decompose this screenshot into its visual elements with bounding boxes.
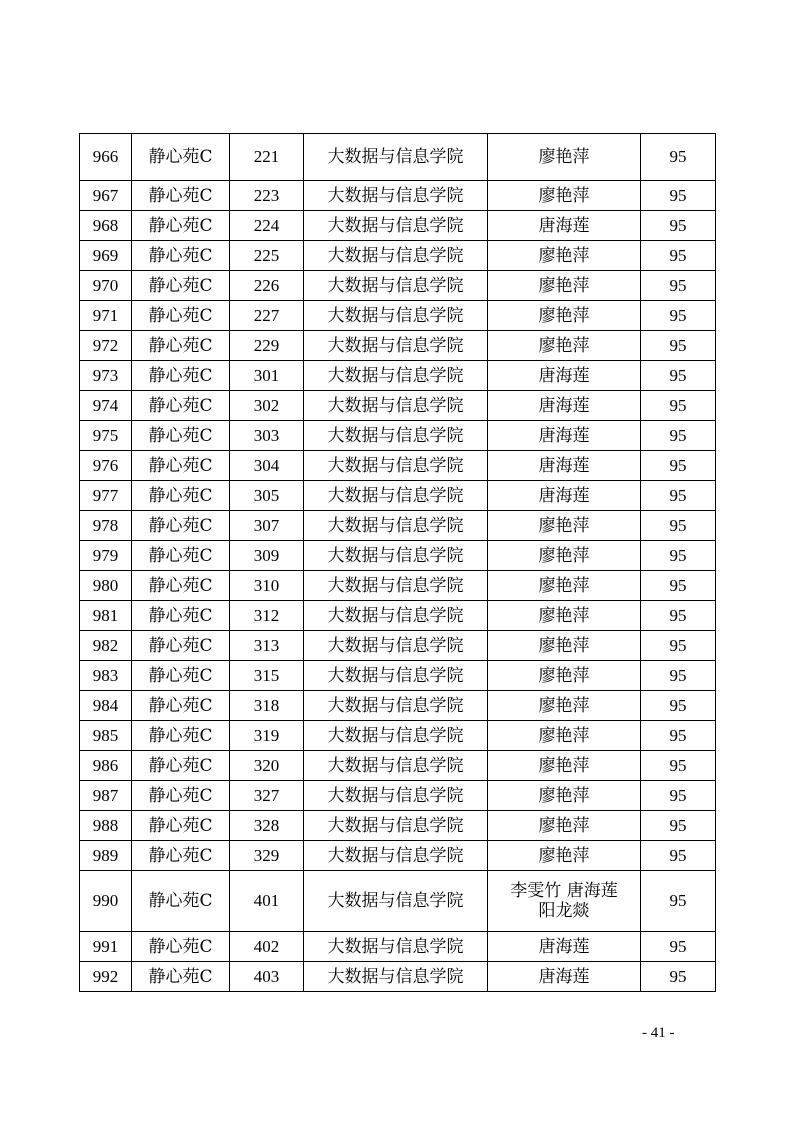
staff-name: 廖艳萍: [538, 515, 590, 536]
building-cell: 静心苑C: [132, 451, 230, 481]
staff-cell: [488, 511, 641, 541]
staff-cell: [488, 481, 641, 511]
building-cell: 静心苑C: [132, 781, 230, 811]
score-cell: 95: [641, 811, 716, 841]
row-number-cell: 979: [80, 541, 132, 571]
college-cell: 大数据与信息学院: [304, 661, 488, 691]
score-cell: 95: [641, 841, 716, 871]
building-cell: 静心苑C: [132, 331, 230, 361]
row-number-cell: 978: [80, 511, 132, 541]
table-row: [80, 962, 716, 992]
building-cell: 静心苑C: [132, 301, 230, 331]
score-cell: 95: [641, 181, 716, 211]
staff-cell: [488, 601, 641, 631]
table-row: [80, 541, 716, 571]
college-cell: 大数据与信息学院: [304, 691, 488, 721]
room-cell: 315: [230, 661, 304, 691]
page-number: - 41 -: [642, 1025, 675, 1041]
table-row: [80, 481, 716, 511]
staff-name: 廖艳萍: [538, 305, 590, 326]
row-number-cell: 985: [80, 721, 132, 751]
table-row: [80, 691, 716, 721]
room-cell: 226: [230, 271, 304, 301]
row-number-cell: 968: [80, 211, 132, 241]
building-cell: 静心苑C: [132, 511, 230, 541]
college-cell: 大数据与信息学院: [304, 811, 488, 841]
room-cell: 223: [230, 181, 304, 211]
building-cell: 静心苑C: [132, 691, 230, 721]
score-cell: 95: [641, 301, 716, 331]
table-row: [80, 661, 716, 691]
staff-name: 唐海莲: [538, 215, 590, 236]
row-number-cell: 966: [80, 134, 132, 181]
room-cell: 301: [230, 361, 304, 391]
college-cell: 大数据与信息学院: [304, 511, 488, 541]
table-row: [80, 134, 716, 181]
table-row: [80, 631, 716, 661]
score-cell: 95: [641, 331, 716, 361]
staff-name: 唐海莲: [538, 425, 590, 446]
score-cell: 95: [641, 962, 716, 992]
table-row: [80, 811, 716, 841]
score-cell: 95: [641, 451, 716, 481]
staff-cell: [488, 751, 641, 781]
room-cell: 227: [230, 301, 304, 331]
table-row: [80, 932, 716, 962]
room-cell: 304: [230, 451, 304, 481]
college-cell: 大数据与信息学院: [304, 781, 488, 811]
college-cell: 大数据与信息学院: [304, 361, 488, 391]
table-row: [80, 511, 716, 541]
staff-name: 唐海莲: [538, 485, 590, 506]
score-cell: 95: [641, 932, 716, 962]
college-cell: 大数据与信息学院: [304, 271, 488, 301]
score-cell: 95: [641, 481, 716, 511]
building-cell: 静心苑C: [132, 271, 230, 301]
staff-name: 唐海莲: [538, 455, 590, 476]
room-cell: 328: [230, 811, 304, 841]
room-cell: 309: [230, 541, 304, 571]
staff-name: 唐海莲: [538, 395, 590, 416]
row-number-cell: 986: [80, 751, 132, 781]
building-cell: 静心苑C: [132, 871, 230, 932]
table-row: [80, 241, 716, 271]
college-cell: 大数据与信息学院: [304, 962, 488, 992]
staff-cell: [488, 421, 641, 451]
staff-name: 廖艳萍: [538, 605, 590, 626]
college-cell: 大数据与信息学院: [304, 331, 488, 361]
staff-name: 廖艳萍: [538, 725, 590, 746]
room-cell: 319: [230, 721, 304, 751]
college-cell: 大数据与信息学院: [304, 601, 488, 631]
row-number-cell: 967: [80, 181, 132, 211]
table-row: [80, 421, 716, 451]
table-row: [80, 271, 716, 301]
staff-name: 廖艳萍: [538, 755, 590, 776]
staff-cell: [488, 661, 641, 691]
row-number-cell: 975: [80, 421, 132, 451]
row-number-cell: 973: [80, 361, 132, 391]
staff-cell: [488, 841, 641, 871]
score-cell: 95: [641, 361, 716, 391]
building-cell: 静心苑C: [132, 181, 230, 211]
table-row: [80, 181, 716, 211]
college-cell: 大数据与信息学院: [304, 631, 488, 661]
score-cell: 95: [641, 721, 716, 751]
building-cell: 静心苑C: [132, 361, 230, 391]
staff-name: 廖艳萍: [538, 575, 590, 596]
table-row: [80, 361, 716, 391]
row-number-cell: 977: [80, 481, 132, 511]
row-number-cell: 984: [80, 691, 132, 721]
score-cell: 95: [641, 241, 716, 271]
college-cell: 大数据与信息学院: [304, 451, 488, 481]
staff-name: 廖艳萍: [538, 845, 590, 866]
score-cell: 95: [641, 571, 716, 601]
table-row: [80, 601, 716, 631]
staff-cell: [488, 391, 641, 421]
college-cell: 大数据与信息学院: [304, 541, 488, 571]
building-cell: 静心苑C: [132, 841, 230, 871]
row-number-cell: 991: [80, 932, 132, 962]
staff-name: 廖艳萍: [538, 815, 590, 836]
building-cell: 静心苑C: [132, 932, 230, 962]
staff-cell: [488, 932, 641, 962]
score-cell: 95: [641, 691, 716, 721]
college-cell: 大数据与信息学院: [304, 301, 488, 331]
staff-cell: [488, 631, 641, 661]
row-number-cell: 989: [80, 841, 132, 871]
staff-name: 唐海莲: [538, 966, 590, 987]
building-cell: 静心苑C: [132, 241, 230, 271]
row-number-cell: 990: [80, 871, 132, 932]
score-cell: 95: [641, 781, 716, 811]
staff-name: 廖艳萍: [538, 785, 590, 806]
college-cell: 大数据与信息学院: [304, 421, 488, 451]
college-cell: 大数据与信息学院: [304, 241, 488, 271]
college-cell: 大数据与信息学院: [304, 841, 488, 871]
college-cell: 大数据与信息学院: [304, 481, 488, 511]
score-cell: 95: [641, 134, 716, 181]
score-cell: 95: [641, 631, 716, 661]
college-cell: 大数据与信息学院: [304, 571, 488, 601]
staff-cell: [488, 451, 641, 481]
building-cell: 静心苑C: [132, 541, 230, 571]
room-cell: 401: [230, 871, 304, 932]
staff-name: 廖艳萍: [538, 665, 590, 686]
score-cell: 95: [641, 211, 716, 241]
staff-name: 廖艳萍: [538, 185, 590, 206]
room-cell: 303: [230, 421, 304, 451]
row-number-cell: 976: [80, 451, 132, 481]
score-cell: 95: [641, 751, 716, 781]
building-cell: 静心苑C: [132, 601, 230, 631]
room-cell: 224: [230, 211, 304, 241]
college-cell: 大数据与信息学院: [304, 871, 488, 932]
staff-name: 廖艳萍: [538, 635, 590, 656]
row-number-cell: 982: [80, 631, 132, 661]
score-cell: 95: [641, 511, 716, 541]
row-number-cell: 970: [80, 271, 132, 301]
score-cell: 95: [641, 391, 716, 421]
table-row: [80, 841, 716, 871]
staff-cell: [488, 721, 641, 751]
score-cell: 95: [641, 871, 716, 932]
staff-cell: [488, 781, 641, 811]
table-row: [80, 301, 716, 331]
college-cell: 大数据与信息学院: [304, 181, 488, 211]
building-cell: 静心苑C: [132, 631, 230, 661]
college-cell: 大数据与信息学院: [304, 134, 488, 181]
table-row: [80, 391, 716, 421]
room-cell: 312: [230, 601, 304, 631]
row-number-cell: 980: [80, 571, 132, 601]
table-row: [80, 211, 716, 241]
building-cell: 静心苑C: [132, 481, 230, 511]
table-row: [80, 451, 716, 481]
room-cell: 310: [230, 571, 304, 601]
room-cell: 225: [230, 241, 304, 271]
row-number-cell: 983: [80, 661, 132, 691]
row-number-cell: 987: [80, 781, 132, 811]
score-cell: 95: [641, 661, 716, 691]
staff-cell: [488, 571, 641, 601]
staff-name: 李雯竹 唐海莲: [510, 881, 618, 901]
room-cell: 313: [230, 631, 304, 661]
staff-cell: [488, 361, 641, 391]
staff-cell: [488, 962, 641, 992]
staff-cell: [488, 134, 641, 181]
table-row: [80, 721, 716, 751]
room-cell: 229: [230, 331, 304, 361]
room-cell: 329: [230, 841, 304, 871]
building-cell: 静心苑C: [132, 811, 230, 841]
staff-cell: [488, 811, 641, 841]
row-number-cell: 992: [80, 962, 132, 992]
room-cell: 302: [230, 391, 304, 421]
building-cell: 静心苑C: [132, 962, 230, 992]
row-number-cell: 981: [80, 601, 132, 631]
staff-cell: [488, 331, 641, 361]
building-cell: 静心苑C: [132, 391, 230, 421]
college-cell: 大数据与信息学院: [304, 751, 488, 781]
building-cell: 静心苑C: [132, 661, 230, 691]
score-cell: 95: [641, 541, 716, 571]
staff-name: 唐海莲: [538, 936, 590, 957]
staff-cell: [488, 271, 641, 301]
room-cell: 327: [230, 781, 304, 811]
table-row: [80, 751, 716, 781]
row-number-cell: 969: [80, 241, 132, 271]
row-number-cell: 988: [80, 811, 132, 841]
staff-cell: [488, 871, 641, 932]
college-cell: 大数据与信息学院: [304, 721, 488, 751]
building-cell: 静心苑C: [132, 721, 230, 751]
college-cell: 大数据与信息学院: [304, 391, 488, 421]
room-cell: 318: [230, 691, 304, 721]
dormitory-score-table: [79, 133, 716, 992]
room-cell: 402: [230, 932, 304, 962]
staff-cell: [488, 691, 641, 721]
table-body: [80, 134, 716, 992]
building-cell: 静心苑C: [132, 751, 230, 781]
staff-name: 唐海莲: [538, 365, 590, 386]
room-cell: 221: [230, 134, 304, 181]
score-cell: 95: [641, 421, 716, 451]
room-cell: 320: [230, 751, 304, 781]
staff-cell: [488, 211, 641, 241]
staff-name: 廖艳萍: [538, 695, 590, 716]
staff-name: 廖艳萍: [538, 147, 590, 167]
score-cell: 95: [641, 271, 716, 301]
staff-cell: [488, 241, 641, 271]
building-cell: 静心苑C: [132, 211, 230, 241]
room-cell: 307: [230, 511, 304, 541]
building-cell: 静心苑C: [132, 571, 230, 601]
college-cell: 大数据与信息学院: [304, 932, 488, 962]
table-row: [80, 331, 716, 361]
row-number-cell: 974: [80, 391, 132, 421]
building-cell: 静心苑C: [132, 421, 230, 451]
staff-name: 廖艳萍: [538, 245, 590, 266]
college-cell: 大数据与信息学院: [304, 211, 488, 241]
table-row: [80, 781, 716, 811]
staff-cell: [488, 301, 641, 331]
table-row: [80, 871, 716, 932]
room-cell: 403: [230, 962, 304, 992]
staff-name: 廖艳萍: [538, 335, 590, 356]
row-number-cell: 972: [80, 331, 132, 361]
staff-name: 阳龙燚: [538, 901, 590, 921]
staff-name: 廖艳萍: [538, 545, 590, 566]
table-row: [80, 571, 716, 601]
staff-cell: [488, 181, 641, 211]
staff-name: 廖艳萍: [538, 275, 590, 296]
staff-cell: [488, 541, 641, 571]
building-cell: 静心苑C: [132, 134, 230, 181]
room-cell: 305: [230, 481, 304, 511]
row-number-cell: 971: [80, 301, 132, 331]
score-cell: 95: [641, 601, 716, 631]
